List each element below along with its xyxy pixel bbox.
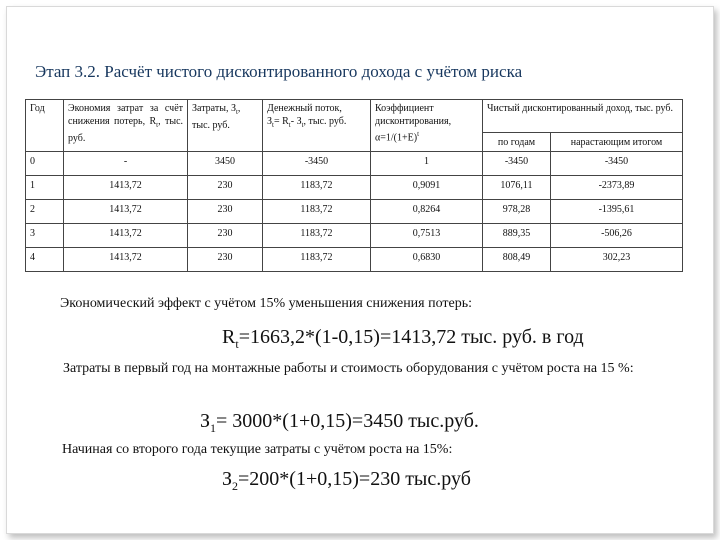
cell-coef: 0,6830	[371, 248, 483, 272]
cell-year: 0	[26, 152, 64, 176]
cell-econ: 1413,72	[64, 176, 188, 200]
header-costs: Затраты, $З_t$, тыс. руб.	[188, 100, 263, 152]
text-economic-effect: Экономический эффект с учётом 15% уменьшения снижения потерь:	[60, 296, 473, 311]
cell-year: 1	[26, 176, 64, 200]
cell-cost: 230	[188, 176, 263, 200]
cell-econ: 1413,72	[64, 200, 188, 224]
cell-cum: -2373,89	[551, 176, 683, 200]
cell-coef: 0,9091	[371, 176, 483, 200]
header-cash-flow: Денежный поток, $З_t= R_t-$ $З_t$, тыс. руб.	[263, 100, 371, 152]
cell-flow: 1183,72	[263, 224, 371, 248]
formula-z2: $З_2=200*(1+0,15)=230$ тыс.руб	[222, 468, 471, 493]
cell-net: 889,35	[483, 224, 551, 248]
cell-year: 3	[26, 224, 64, 248]
cell-cost: 3450	[188, 152, 263, 176]
table-row	[26, 224, 683, 248]
cell-flow: 1183,72	[263, 248, 371, 272]
cell-year: 2	[26, 200, 64, 224]
cell-coef: 1	[371, 152, 483, 176]
text-second-year-costs: Начиная со второго года текущие затраты с учётом роста на 15%:	[62, 442, 453, 457]
cell-coef: 0,7513	[371, 224, 483, 248]
cell-econ: -	[64, 152, 188, 176]
cell-net: 808,49	[483, 248, 551, 272]
cell-year: 4	[26, 248, 64, 272]
cell-cost: 230	[188, 248, 263, 272]
table-row	[26, 248, 683, 272]
cell-flow: 1183,72	[263, 176, 371, 200]
header-economy: Экономия затрат за счёт снижения потерь, $R_t$, тыс. руб.	[64, 100, 188, 152]
cell-cost: 230	[188, 200, 263, 224]
cell-flow: 1183,72	[263, 200, 371, 224]
cell-econ: 1413,72	[64, 224, 188, 248]
cell-coef: 0,8264	[371, 200, 483, 224]
cell-cum: -1395,61	[551, 200, 683, 224]
table-row	[26, 200, 683, 224]
cell-net: 978,28	[483, 200, 551, 224]
cell-net: -3450	[483, 152, 551, 176]
table-row	[26, 176, 683, 200]
npv-table	[25, 99, 683, 272]
formula-z1: $З_1= 3000*(1+0,15)=3450$ тыс.руб.	[200, 410, 479, 435]
slide-title: Этап 3.2. Расчёт чистого дисконтированного дохода с учётом риска	[35, 62, 523, 81]
header-net-income: Чистый дисконтированный доход, тыс. руб.	[483, 100, 683, 133]
header-net-cumulative: нарастающим итогом	[551, 133, 683, 152]
cell-flow: -3450	[263, 152, 371, 176]
cell-cum: -3450	[551, 152, 683, 176]
cell-net: 1076,11	[483, 176, 551, 200]
cell-cum: 302,23	[551, 248, 683, 272]
table-row	[26, 152, 683, 176]
header-net-by-year: по годам	[483, 133, 551, 152]
header-year: Год	[26, 100, 64, 152]
cell-cum: -506,26	[551, 224, 683, 248]
cell-econ: 1413,72	[64, 248, 188, 272]
formula-rt: $R_t=1663,2*(1-0,15)=1413,72$ тыс. руб. в год	[222, 326, 584, 351]
text-first-year-costs: Затраты в первый год на монтажные работы и стоимость оборудования с учётом роста на 15 %:	[63, 361, 634, 376]
cell-cost: 230	[188, 224, 263, 248]
header-discount-coef: Коэффициент дисконтирования, $\alpha=1/(1+E)^t$	[371, 100, 483, 152]
